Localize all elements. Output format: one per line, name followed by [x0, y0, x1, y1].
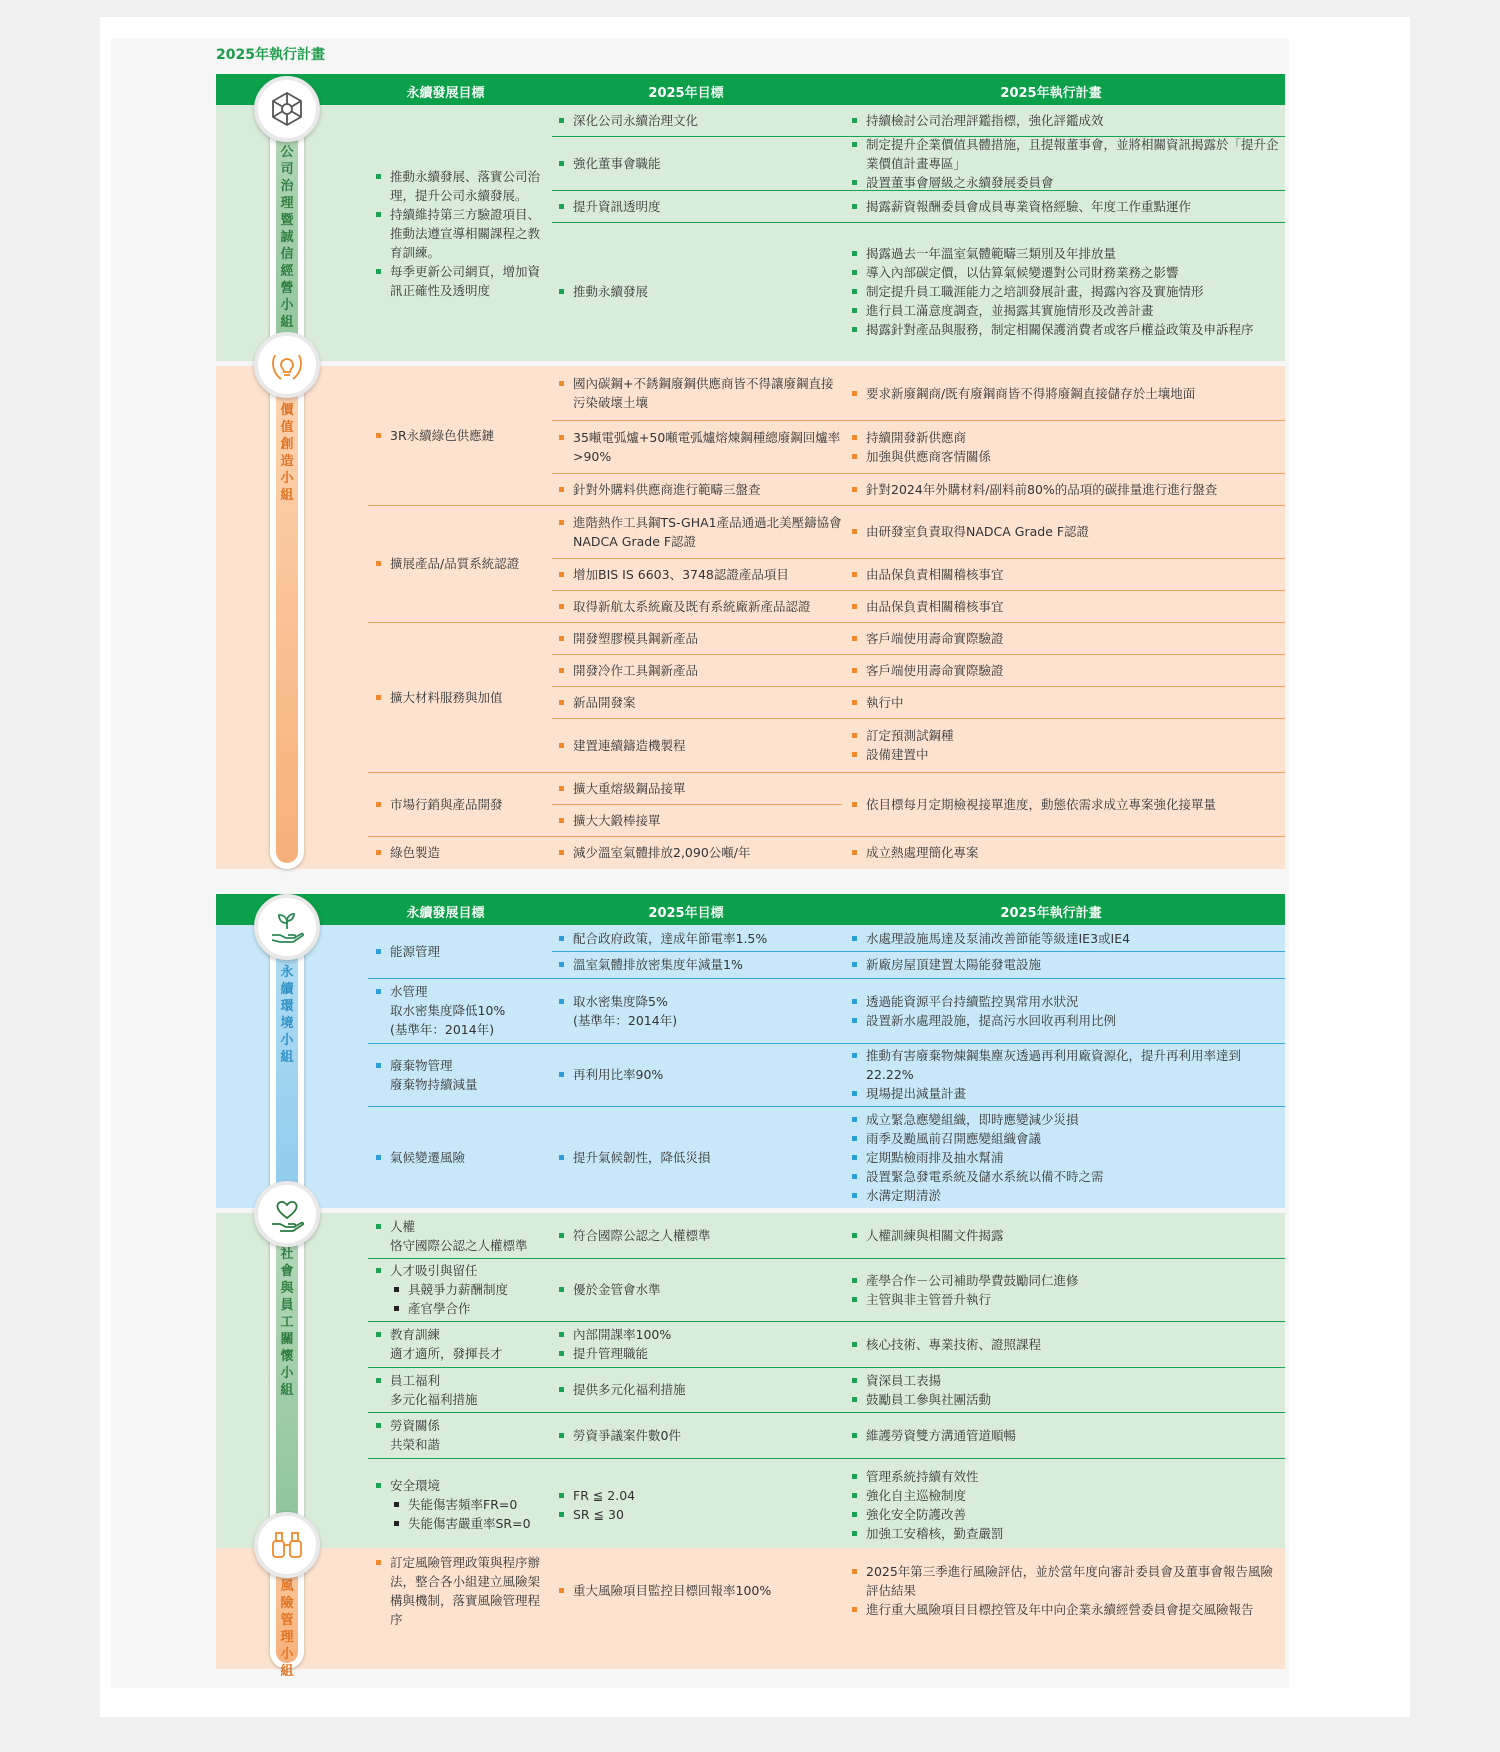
goal-detail: 共榮和諧 [390, 1437, 441, 1452]
env-target [557, 951, 842, 978]
header-goal: 永續發展目標 [406, 86, 485, 101]
list-item: 針對2024年外購材料/副料前80%的品項的碳排量進行進行盤查 [850, 480, 1285, 499]
list-item: 提升氣候韌性，降低災損 [557, 1148, 842, 1167]
list-item: 資深員工表揚 [850, 1371, 1280, 1390]
list-item: 執行中 [850, 693, 1280, 712]
header-target: 2025年目標 [648, 906, 724, 921]
val-plan [850, 718, 1280, 772]
val-plan [850, 473, 1285, 505]
list-item: 揭露針對產品與服務，制定相關保護消費者或客戶權益政策及申訴程序 [850, 320, 1285, 339]
goal-detail: (基準年：2014年) [390, 1022, 495, 1037]
list-item: 推動永續發展、落實公司治理，提升公司永續發展。 [374, 167, 549, 205]
val-target [557, 772, 842, 804]
list-item: 持續檢討公司治理評鑑指標，強化評鑑成效 [850, 111, 1280, 130]
list-item: 推動永續發展 [557, 282, 837, 301]
list-item: 水處理設施馬達及泵浦改善節能等級達IE3或IE4 [850, 929, 1280, 948]
env-plan [850, 1043, 1280, 1106]
table-header [216, 74, 1285, 105]
list-item: 提升管理職能 [557, 1344, 842, 1363]
sub-item: 具競爭力薪酬制度 [374, 1280, 549, 1299]
list-item: 擴大重熔級鋼品接單 [557, 779, 842, 798]
list-item: 加強工安稽核，勤查嚴罰 [850, 1524, 1280, 1543]
val-target [557, 836, 842, 869]
env-plan [850, 978, 1280, 1043]
val-target [557, 366, 842, 420]
page-title: 2025年執行計畫 [216, 47, 325, 63]
list-item: 強化自主巡檢制度 [850, 1486, 1280, 1505]
list-item: 核心技術、專業技術、證照課程 [850, 1335, 1280, 1354]
soc-goal [374, 1458, 549, 1551]
list-item: 成立緊急應變組織，即時應變減少災損 [850, 1110, 1280, 1129]
list-item: 擴大材料服務與加值 [374, 688, 549, 707]
network-icon [254, 76, 320, 142]
sub-item: 失能傷害頻率FR=0 [374, 1495, 549, 1514]
list-item: 要求新廢鋼商/既有廢鋼商皆不得將廢鋼直接儲存於土壤地面 [850, 384, 1280, 403]
list-item: 產學合作－公司補助學費鼓勵同仁進修 [850, 1271, 1280, 1290]
env-target [557, 1106, 842, 1208]
env-goal [374, 1043, 549, 1106]
soc-plan [850, 1321, 1280, 1367]
env-plan [850, 925, 1280, 951]
target-detail: (基準年：2014年) [573, 1012, 678, 1028]
list-item: 35噸電弧爐+50噸電弧爐熔煉鋼種總廢鋼回爐率>90% [557, 428, 842, 466]
list-item: 溫室氣體排放密集度年減量1% [557, 955, 842, 974]
val-plan [850, 590, 1280, 622]
soc-target [557, 1412, 842, 1458]
gov-plan-row [850, 222, 1285, 361]
val-target [557, 622, 842, 654]
env-target [557, 925, 842, 951]
list-item: 強化董事會職能 [557, 154, 837, 173]
list-item: 定期點檢雨排及抽水幫浦 [850, 1148, 1280, 1167]
list-item: 優於金管會水準 [557, 1280, 842, 1299]
soc-target [557, 1258, 842, 1321]
list-item: 綠色製造 [374, 843, 549, 862]
list-item: 進行員工滿意度調查，並揭露其實施情形及改善計畫 [850, 301, 1285, 320]
list-item: 內部開課率100% [557, 1325, 842, 1344]
group-label-environment: 永續環境小組 [280, 965, 294, 1065]
list-item: 人權 [374, 1217, 549, 1236]
val-goal [374, 836, 549, 869]
risk-target [557, 1548, 842, 1633]
list-item: 管理系統持續有效性 [850, 1467, 1280, 1486]
list-item: 鼓勵員工參與社團活動 [850, 1390, 1280, 1409]
list-item: 水溝定期清淤 [850, 1186, 1280, 1205]
list-item: 取得新航太系統廠及既有系統廠新產品認證 [557, 597, 842, 616]
gov-plan-row [850, 190, 1280, 222]
val-goal [374, 505, 549, 622]
soc-plan [850, 1367, 1280, 1412]
group-label-social: 社會與員工關懷小組 [280, 1247, 294, 1398]
gov-target-row [557, 190, 837, 222]
list-item: 由研發室負責取得NADCA Grade F認證 [850, 522, 1280, 541]
sub-item: 產官學合作 [374, 1299, 549, 1318]
block-governance-value [216, 74, 1285, 869]
list-item: 安全環境 [374, 1476, 549, 1495]
list-item: 再利用比率90% [557, 1065, 842, 1084]
block-environment-social-risk [216, 894, 1285, 1679]
val-target [557, 590, 842, 622]
gov-target-row [557, 105, 837, 136]
goal-detail: 多元化福利措施 [390, 1391, 478, 1407]
list-item: 減少溫室氣體排放2,090公噸/年 [557, 843, 842, 862]
soc-plan [850, 1412, 1280, 1458]
list-item: 取水密集度降5% [557, 992, 842, 1011]
soc-plan [850, 1213, 1280, 1258]
list-item: 客戶端使用壽命實際驗證 [850, 661, 1280, 680]
list-item: 設置緊急發電系統及儲水系統以備不時之需 [850, 1167, 1280, 1186]
gov-target-row [557, 136, 837, 190]
list-item: 由品保負責相關稽核事宜 [850, 565, 1280, 584]
list-item: 導入內部碳定價，以估算氣候變遷對公司財務業務之影響 [850, 263, 1285, 282]
soc-goal [374, 1367, 549, 1412]
list-item: 主管與非主管晉升執行 [850, 1290, 1280, 1309]
soc-goal [374, 1213, 549, 1258]
list-item: 人權訓練與相關文件揭露 [850, 1226, 1280, 1245]
list-item: 開發塑膠模具鋼新產品 [557, 629, 842, 648]
list-item: 員工福利 [374, 1371, 549, 1390]
list-item: 配合政府政策，達成年節電率1.5% [557, 929, 842, 948]
list-item: 雨季及颱風前召開應變組織會議 [850, 1129, 1280, 1148]
val-target [557, 473, 842, 505]
list-item: 符合國際公認之人權標準 [557, 1226, 842, 1245]
list-item: 新品開發案 [557, 693, 842, 712]
soc-plan [850, 1258, 1280, 1321]
soc-target [557, 1213, 842, 1258]
risk-goal [374, 1548, 549, 1633]
gov-goals [374, 105, 549, 361]
list-item: 能源管理 [374, 942, 549, 961]
header-target: 2025年目標 [648, 86, 724, 101]
list-item: 人才吸引與留任 [374, 1261, 549, 1280]
env-goal [374, 925, 549, 978]
gov-plan-row [850, 136, 1280, 190]
list-item: 深化公司永續治理文化 [557, 111, 837, 130]
val-target [557, 420, 842, 473]
soc-target [557, 1321, 842, 1367]
list-item: 重大風險項目監控目標回報率100% [557, 1581, 842, 1600]
list-item: 客戶端使用壽命實際驗證 [850, 629, 1280, 648]
list-item: 3R永續綠色供應鏈 [374, 426, 549, 445]
list-item: 氣候變遷風險 [374, 1148, 549, 1167]
list-item: 強化安全防護改善 [850, 1505, 1280, 1524]
list-item: 加強與供應商客情關係 [850, 447, 1280, 466]
list-item: 進行重大風險項目目標控管及年中向企業永續經營委員會提交風險報告 [850, 1600, 1282, 1619]
goal-detail: 取水密集度降低10% [390, 1003, 506, 1018]
list-item: 制定提升員工職涯能力之培訓發展計畫，揭露內容及實施情形 [850, 282, 1285, 301]
val-target [557, 804, 842, 836]
risk-plan [850, 1548, 1282, 1633]
goal-detail: 適才適所，發揮長才 [390, 1346, 503, 1361]
plant-hand-icon [254, 894, 320, 960]
val-goal [374, 622, 549, 772]
val-target [557, 558, 842, 590]
env-target [557, 1043, 842, 1106]
soc-target [557, 1367, 842, 1412]
soc-goal [374, 1258, 549, 1321]
header-goal: 永續發展目標 [406, 906, 485, 921]
soc-goal [374, 1321, 549, 1367]
list-item: 透過能資源平台持續監控異常用水狀況 [850, 992, 1280, 1011]
list-item: 揭露薪資報酬委員會成員專業資格經驗、年度工作重點運作 [850, 197, 1280, 216]
list-item: 國內碳鋼+不銹鋼廢鋼供應商皆不得讓廢鋼直接污染破壞土壤 [557, 374, 842, 412]
soc-plan [850, 1458, 1280, 1551]
val-plan [850, 366, 1280, 420]
gov-target-row [557, 222, 837, 361]
env-goal [374, 978, 549, 1043]
header-plan: 2025年執行計畫 [1000, 86, 1102, 101]
env-goal [374, 1106, 549, 1208]
list-item: 增加BIS IS 6603、3748認證產品項目 [557, 565, 842, 584]
goal-detail: 廢棄物持續減量 [390, 1076, 478, 1092]
val-goal [374, 772, 549, 836]
list-item: 擴大大鍛棒接單 [557, 811, 842, 830]
env-plan [850, 1106, 1280, 1208]
list-item: 現場提出減量計畫 [850, 1084, 1280, 1103]
list-item: 持續維持第三方驗證項目、推動法遵宣導相關課程之教育訓練。 [374, 205, 549, 262]
list-item: 維護勞資雙方溝通管道順暢 [850, 1426, 1280, 1445]
list-item: 教育訓練 [374, 1325, 549, 1344]
val-plan [850, 420, 1280, 473]
lightbulb-laurel-icon [254, 332, 320, 398]
list-item: 進階熱作工具鋼TS-GHA1產品通過北美壓鑄協會NADCA Grade F認證 [557, 513, 842, 551]
sub-item: 失能傷害嚴重率SR=0 [374, 1514, 549, 1533]
table-header [216, 894, 1285, 925]
val-plan [850, 558, 1280, 590]
gov-plan-row [850, 105, 1280, 136]
val-target [557, 718, 842, 772]
list-item: 訂定風險管理政策與程序辦法，整合各小組建立風險架構與機制，落實風險管理程序 [374, 1553, 549, 1629]
val-plan [850, 654, 1280, 686]
env-target [557, 978, 842, 1043]
list-item: 推動有害廢棄物煉鋼集塵灰透過再利用廠資源化，提升再利用率達到22.22% [850, 1046, 1280, 1084]
list-item: 制定提升企業價值具體措施，且提報董事會，並將相關資訊揭露於「提升企業價值計畫專區」 [850, 135, 1280, 173]
list-item: 成立熱處理簡化專案 [850, 843, 1280, 862]
list-item: 設備建置中 [850, 745, 1280, 764]
val-target [557, 686, 842, 718]
val-plan [850, 772, 1280, 836]
val-plan [850, 505, 1280, 558]
val-plan [850, 622, 1280, 654]
list-item: 每季更新公司網頁，增加資訊正確性及透明度 [374, 262, 549, 300]
list-item: 依目標每月定期檢視接單進度，動態依需求成立專案強化接單量 [850, 795, 1280, 814]
val-target [557, 505, 842, 558]
soc-goal [374, 1412, 549, 1458]
list-item: 建置連續鑄造機製程 [557, 736, 842, 755]
list-item: 訂定預測試鋼種 [850, 726, 1280, 745]
list-item: 廢棄物管理 [374, 1056, 549, 1075]
group-label-value: 價值創造小組 [280, 403, 294, 503]
list-item: 勞資關係 [374, 1416, 549, 1435]
val-plan [850, 686, 1280, 718]
list-item: 提升資訊透明度 [557, 197, 837, 216]
val-goal [374, 366, 549, 505]
binoculars-icon [254, 1512, 320, 1578]
soc-target [557, 1458, 842, 1551]
val-target [557, 654, 842, 686]
list-item: 設置新水處理設施，提高污水回收再利用比例 [850, 1011, 1280, 1030]
list-item: 針對外購料供應商進行範疇三盤查 [557, 480, 842, 499]
list-item: 持續開發新供應商 [850, 428, 1280, 447]
list-item: 勞資爭議案件數0件 [557, 1426, 842, 1445]
heart-hand-icon [254, 1181, 320, 1247]
list-item: 2025年第三季進行風險評估，並於當年度向審計委員會及董事會報告風險評估結果 [850, 1562, 1282, 1600]
list-item: 設置董事會層級之永續發展委員會 [850, 173, 1280, 192]
group-label-governance: 公司治理暨誠信經營小組 [280, 145, 294, 330]
env-plan [850, 951, 1280, 978]
list-item: 揭露過去一年溫室氣體範疇三類別及年排放量 [850, 244, 1285, 263]
list-item: SR ≦ 30 [557, 1505, 842, 1524]
val-plan [850, 836, 1280, 869]
group-label-risk: 風險管理小組 [280, 1579, 294, 1679]
header-plan: 2025年執行計畫 [1000, 906, 1102, 921]
list-item: 市場行銷與產品開發 [374, 795, 549, 814]
list-item: 開發冷作工具鋼新產品 [557, 661, 842, 680]
goal-detail: 恪守國際公認之人權標準 [390, 1237, 528, 1253]
list-item: 水管理 [374, 982, 549, 1001]
list-item: 新廠房屋頂建置太陽能發電設施 [850, 955, 1280, 974]
list-item: 由品保負責相關稽核事宜 [850, 597, 1280, 616]
list-item: 提供多元化福利措施 [557, 1380, 842, 1399]
list-item: 擴展產品/品質系統認證 [374, 554, 549, 573]
list-item: FR ≦ 2.04 [557, 1486, 842, 1505]
